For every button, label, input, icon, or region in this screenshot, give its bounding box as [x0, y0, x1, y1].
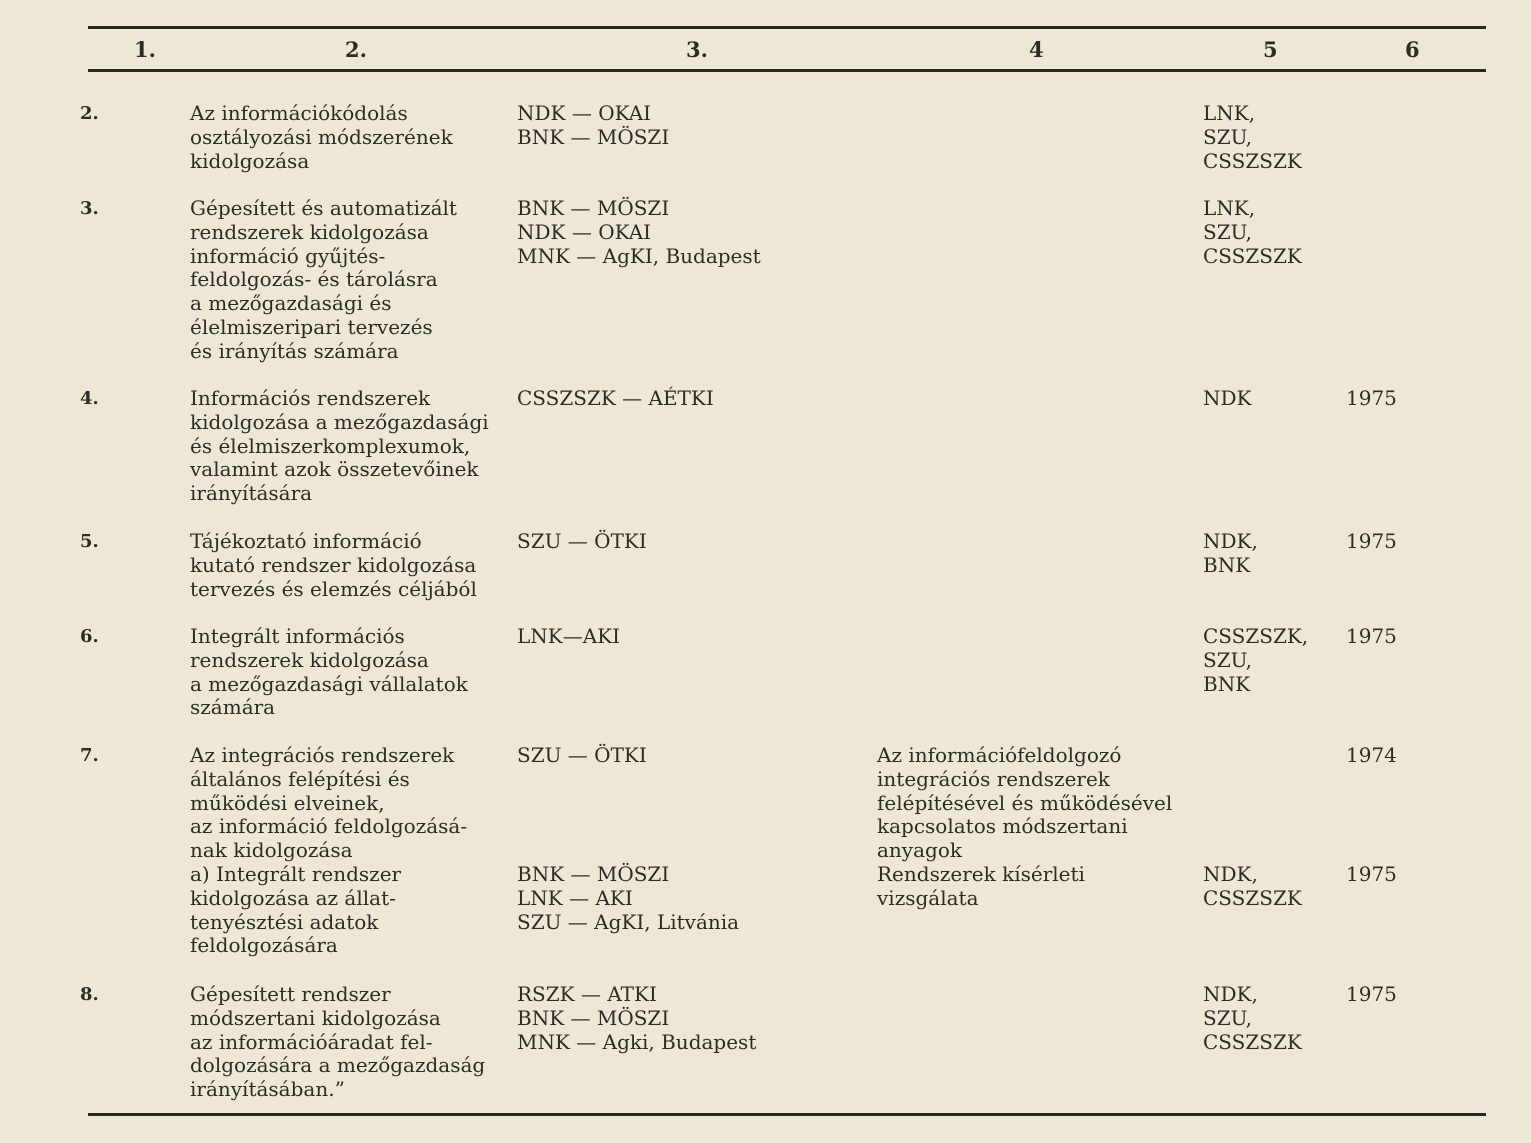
row-result: Rendszerek kísérleti vizsgálata: [877, 862, 1085, 910]
header-col-2: 2.: [345, 37, 367, 62]
header-col-4: 4: [1029, 37, 1044, 62]
row-year: 1975: [1346, 624, 1397, 648]
header-col-1: 1.: [134, 37, 156, 62]
row-year: 1975: [1346, 982, 1397, 1006]
row-topic: a) Integrált rendszer kidolgozása az állat- tenyésztési adatok feldolgozására: [190, 862, 402, 958]
row-number: 6.: [80, 626, 99, 647]
row-partners: LNK, SZU, CSSZSZK: [1203, 101, 1302, 173]
row-year: 1974: [1346, 743, 1397, 767]
header-col-6: 6: [1405, 37, 1420, 62]
row-topic: Gépesített és automatizált rendszerek kidolgozása információ gyűjtés- feldolgozás- és tárolásra a mezőgazdasági és élelmiszeripari tervezés és irányítás számára: [190, 196, 457, 363]
row-number: 5.: [80, 531, 99, 552]
row-executor: BNK — MÖSZI NDK — OKAI MNK — AgKI, Budapest: [517, 196, 761, 268]
row-partners: NDK, BNK: [1203, 529, 1258, 577]
row-partners: LNK, SZU, CSSZSZK: [1203, 196, 1302, 268]
row-number: 7.: [80, 745, 99, 766]
header-col-3: 3.: [686, 37, 708, 62]
table-bottom-rule: [88, 1113, 1486, 1116]
row-topic: Információs rendszerek kidolgozása a mezőgazdasági és élelmiszerkomplexumok, valamint azok összetevőinek irányítására: [190, 386, 489, 506]
row-executor: RSZK — ATKI BNK — MÖSZI MNK — Agki, Budapest: [517, 982, 757, 1054]
table-header-rule: [88, 69, 1486, 72]
row-number: 4.: [80, 388, 99, 409]
row-topic: Az információkódolás osztályozási módszerének kidolgozása: [190, 101, 453, 173]
row-partners: NDK: [1203, 386, 1252, 410]
row-result: Az információfeldolgozó integrációs rendszerek felépítésével és működésével kapcsolatos módszertani anyagok: [877, 743, 1173, 863]
row-executor: NDK — OKAI BNK — MÖSZI: [517, 101, 670, 149]
row-topic: Az integrációs rendszerek általános felépítési és működési elveinek, az információ feldolgozásá- nak kidolgozása: [190, 743, 468, 863]
row-partners: NDK, CSSZSZK: [1203, 862, 1302, 910]
row-topic: Gépesített rendszer módszertani kidolgozása az információáradat fel- dolgozására a mezőgazdaság irányításában.”: [190, 982, 486, 1102]
row-partners: NDK, SZU, CSSZSZK: [1203, 982, 1302, 1054]
row-number: 2.: [80, 103, 99, 124]
row-executor: CSSZSZK — AÉTKI: [517, 386, 714, 410]
row-year: 1975: [1346, 386, 1397, 410]
row-year: 1975: [1346, 529, 1397, 553]
row-executor: LNK—AKI: [517, 624, 621, 648]
row-executor: SZU — ÖTKI: [517, 529, 647, 553]
row-partners: CSSZSZK, SZU, BNK: [1203, 624, 1309, 696]
row-topic: Integrált információs rendszerek kidolgozása a mezőgazdasági vállalatok számára: [190, 624, 468, 720]
row-number: 3.: [80, 198, 99, 219]
row-executor: BNK — MÖSZI LNK — AKI SZU — AgKI, Litvánia: [517, 862, 740, 934]
row-year: 1975: [1346, 862, 1397, 886]
row-topic: Tájékoztató információ kutató rendszer kidolgozása tervezés és elemzés céljából: [190, 529, 477, 601]
header-col-5: 5: [1263, 37, 1278, 62]
row-executor: SZU — ÖTKI: [517, 743, 647, 767]
table-top-rule: [88, 26, 1486, 29]
row-number: 8.: [80, 984, 99, 1005]
